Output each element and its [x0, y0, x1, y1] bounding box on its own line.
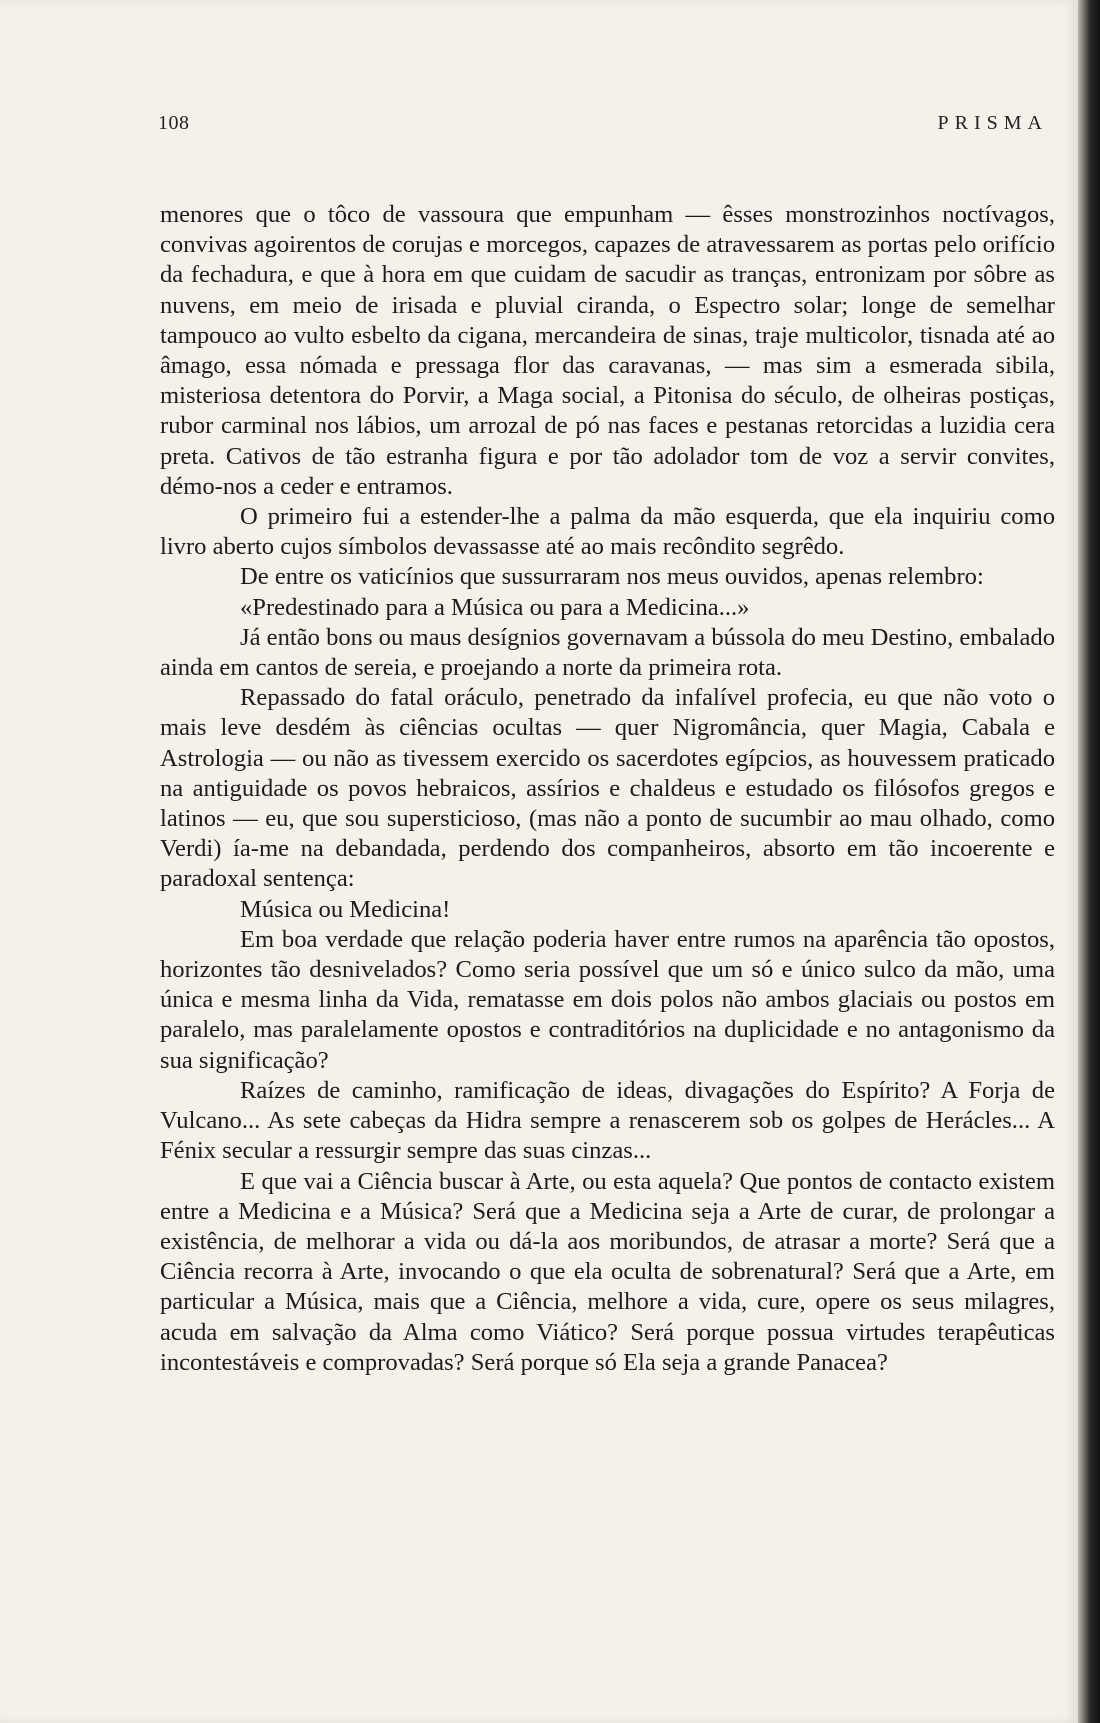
paragraph: O primeiro fui a estender-lhe a palma da mão esquerda, que ela inquiriu como livro aberto cujos símbolos devassasse até ao mais recôndito segrêdo.	[160, 503, 1055, 561]
paragraph: Repassado do fatal oráculo, penetrado da infalível profecia, eu que não voto o mais leve desdém às ciências ocultas — quer Nigromância, quer Magia, Cabala e Astrologia — ou não as tivessem exercido os sacerdotes egípcios, as houvessem praticado na antiguidade os povos hebraicos, assírios e chaldeus e estudado os filósofos gregos e latinos — eu, que sou supersticioso, (mas não a ponto de sucumbir ao mau olhado, como Verdi) ía-me na debandada, perdendo dos companheiros, absorto em tão incoerente e paradoxal sentença:	[160, 684, 1055, 893]
running-head	[158, 112, 1048, 142]
oracle-quote: «Predestinado para a Música ou para a Medicina...»	[240, 593, 750, 621]
page-edge-shadow	[1078, 0, 1100, 1723]
paragraph: Em boa verdade que relação poderia haver entre rumos na aparência tão opostos, horizontes tão desnivelados? Como seria possível que um só e único sulco da mão, uma única e mesma linha da Vida, rematasse em dois polos não ambos glaciais ou postos em paralelo, mas paralelamente opostos e contraditórios na duplicidade e no antagonismo da sua significação?	[160, 925, 1055, 1074]
paragraph: E que vai a Ciência buscar à Arte, ou esta aquela? Que pontos de contacto existem entre a Medicina e a Música? Será que a Medicina seja a Arte de curar, de prolongar a existência, de melhorar a vida ou dá-la aos moribundos, de atrasar a morte? Será que a Ciência recorra à Arte, invocando o que ela oculta de sobrenatural? Será que a Arte, em particular a Música, mais que a Ciência, melhore a vida, cure, opere os seus milagres, acuda em salvação da Alma como Viático? Será porque possua virtudes terapêuticas incontestáveis e comprovadas? Será porque só Ela seja a grande Panacea?	[160, 1167, 1055, 1376]
exclamation-line: Música ou Medicina!	[240, 895, 451, 923]
paragraph: Raízes de caminho, ramificação de ideas, divagações do Espírito? A Forja de Vulcano... As sete cabeças da Hidra sempre a renascerem sob os golpes de Herácles... A Fénix secular a ressurgir sempre das suas cinzas...	[160, 1076, 1055, 1165]
paragraph-continued: menores que o tôco de vassoura que empunham — êsses monstrozinhos noctívagos, convivas agoirentos de corujas e morcegos, capazes de atravessarem as portas pelo orifício da fechadura, e que à hora em que cuidam de sacudir as tranças, entronizam por sôbre as nuvens, em meio de irisada e pluvial ciranda, o Espectro solar; longe de semelhar tampouco ao vulto esbelto da cigana, mercandeira de sinas, traje multicolor, tisnada até ao âmago, essa nómada e pressaga flor das caravanas, — mas sim a esmerada sibila, misteriosa detentora do Porvir, a Maga social, a Pitonisa do século, de olheiras postiças, rubor carminal nos lábios, um arrozal de pó nas faces e pestanas retorcidas a luzidia cera preta. Cativos de tão estranha figura e por tão adolador tom de voz a servir convites, démo-nos a ceder e entramos.	[160, 201, 1055, 500]
paragraph: De entre os vaticínios que sussurraram nos meus ouvidos, apenas relembro:	[240, 563, 984, 591]
page-number: 108	[158, 112, 190, 134]
book-title: PRISMA	[937, 112, 1048, 134]
paragraph: Já então bons ou maus desígnios governavam a bússola do meu Destino, embalado ainda em cantos de sereia, e proejando a norte da primeira rota.	[160, 623, 1055, 682]
body-text	[160, 200, 1055, 1378]
